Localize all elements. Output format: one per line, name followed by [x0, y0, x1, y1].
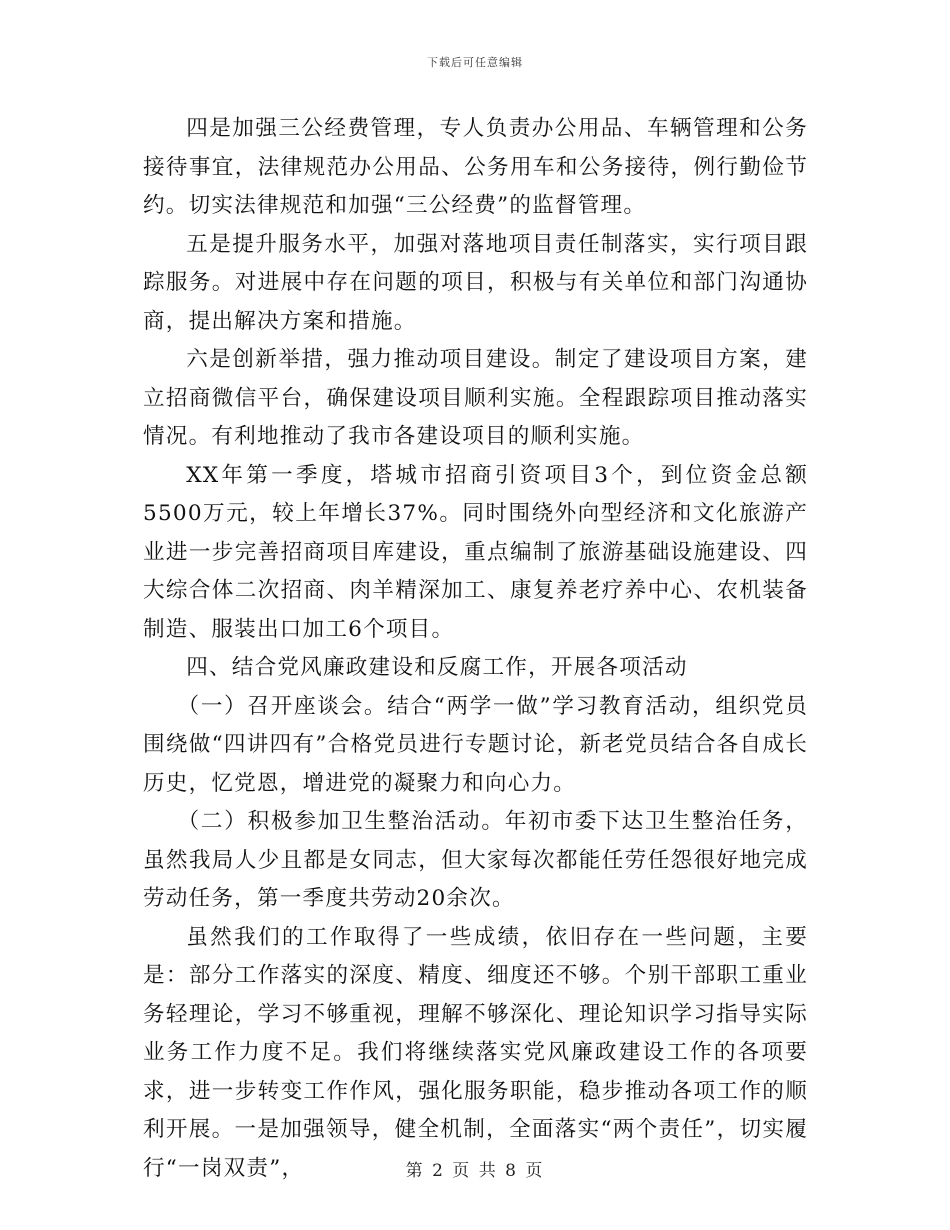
header-note: 下载后可任意编辑 [427, 56, 523, 69]
paragraph-investment-stats: XX年第一季度，塔城市招商引资项目3个，到位资金总额5500万元，较上年增长37%。同时围绕外向型经济和文化旅游产业进一步完善招商项目库建设，重点编制了旅游基础设施建设、四大综合体二次招商、肉羊精深加工、康复养老疗养中心、农机装备制造、服装出口加工6个项目。 [143, 462, 808, 642]
document-body [143, 110, 808, 1188]
section-heading-four: 四、结合党风廉政建设和反腐工作，开展各项活动 [186, 655, 688, 680]
paragraph-service-level: 五是提升服务水平，加强对落地项目责任制落实，实行项目跟踪服务。对进展中存在问题的项目，积极与有关单位和部门沟通协商，提出解决方案和措施。 [143, 231, 808, 334]
paragraph-sanitation: （二）积极参加卫生整治活动。年初市委下达卫生整治任务，虽然我局人少且都是女同志，但大家每次都能任劳任怨很好地完成劳动任务，第一季度共劳动20余次。 [143, 809, 808, 911]
paragraph-problems: 虽然我们的工作取得了一些成绩，依旧存在一些问题，主要是：部分工作落实的深度、精度、细度还不够。个别干部职工重业务轻理论，学习不够重视，理解不够深化、理论知识学习指导实际业务工作力度不足。我们将继续落实党风廉政建设工作的各项要求，进一步转变工作作风，强化服务职能，稳步推动各项工作的顺利开展。一是加强领导，健全机制，全面落实“两个责任”，切实履行“一岗双责”， [143, 924, 808, 1181]
paragraph-symposium: （一）召开座谈会。结合“两学一做”学习教育活动，组织党员围绕做“四讲四有”合格党员进行专题讨论，新老党员结合各自成长历史，忆党恩，增进党的凝聚力和向心力。 [143, 693, 808, 796]
paragraph-innovation: 六是创新举措，强力推动项目建设。制定了建设项目方案，建立招商微信平台，确保建设项目顺利实施。全程跟踪项目推动落实情况。有利地推动了我市各建设项目的顺利实施。 [143, 347, 808, 449]
page-number-footer: 第 2 页 共 8 页 [405, 1161, 545, 1181]
paragraph-three-public-funds: 四是加强三公经费管理，专人负责办公用品、车辆管理和公务接待事宜，法律规范办公用品、公务用车和公务接待，例行勤俭节约。切实法律规范和加强“三公经费”的监督管理。 [143, 116, 808, 218]
